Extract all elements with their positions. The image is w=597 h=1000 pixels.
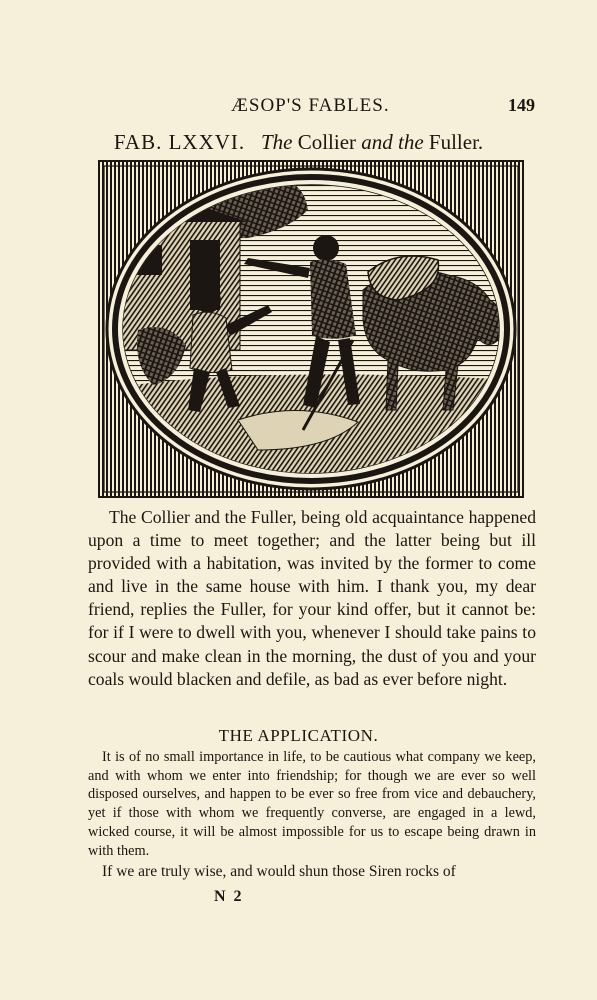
fable-heading [0, 130, 597, 155]
page-number: 149 [508, 95, 535, 115]
running-head [0, 95, 597, 121]
title-word: the [398, 130, 424, 154]
title-word: Fuller. [428, 130, 484, 154]
woodcut-illustration [98, 160, 524, 498]
application-paragraph: It is of no small importance in life, to be cautious what company we keep, and with whom we enter into friendship; for though we are ever so well disposed ourselves, and happen to be ever so free from vice and debauchery, yet if those with whom we frequently converse, are engaged in a lewd, wicked course, it will be almost impossible for us to escape being drawn in with them. [88, 749, 536, 859]
signature-mark: N 2 [214, 888, 244, 905]
fable-paragraph: The Collier and the Fuller, being old acquaintance happened upon a time to meet together; and the latter being but ill provided with a habitation, was invited by the former to come and live in the same house with him. I thank you, my dear friend, replies the Fuller, for your kind offer, but it cannot be: for if I were to dwell with you, whenever I should take pains to scour and make clean in the morning, the dust of you and your coals would blacken and defile, as bad as ever before night. [88, 507, 536, 689]
fable-text [88, 506, 536, 691]
application-text [88, 748, 536, 882]
title-word: The [260, 130, 293, 154]
application-paragraph-continued: If we are truly wise, and would shun those Siren rocks of [102, 863, 456, 881]
title-word: Collier [297, 130, 357, 154]
running-title: ÆSOP'S FABLES. [231, 95, 390, 116]
fable-number: FAB. LXXVI. [113, 130, 246, 154]
title-word: and [361, 130, 393, 154]
application-heading: THE APPLICATION. [218, 726, 379, 745]
